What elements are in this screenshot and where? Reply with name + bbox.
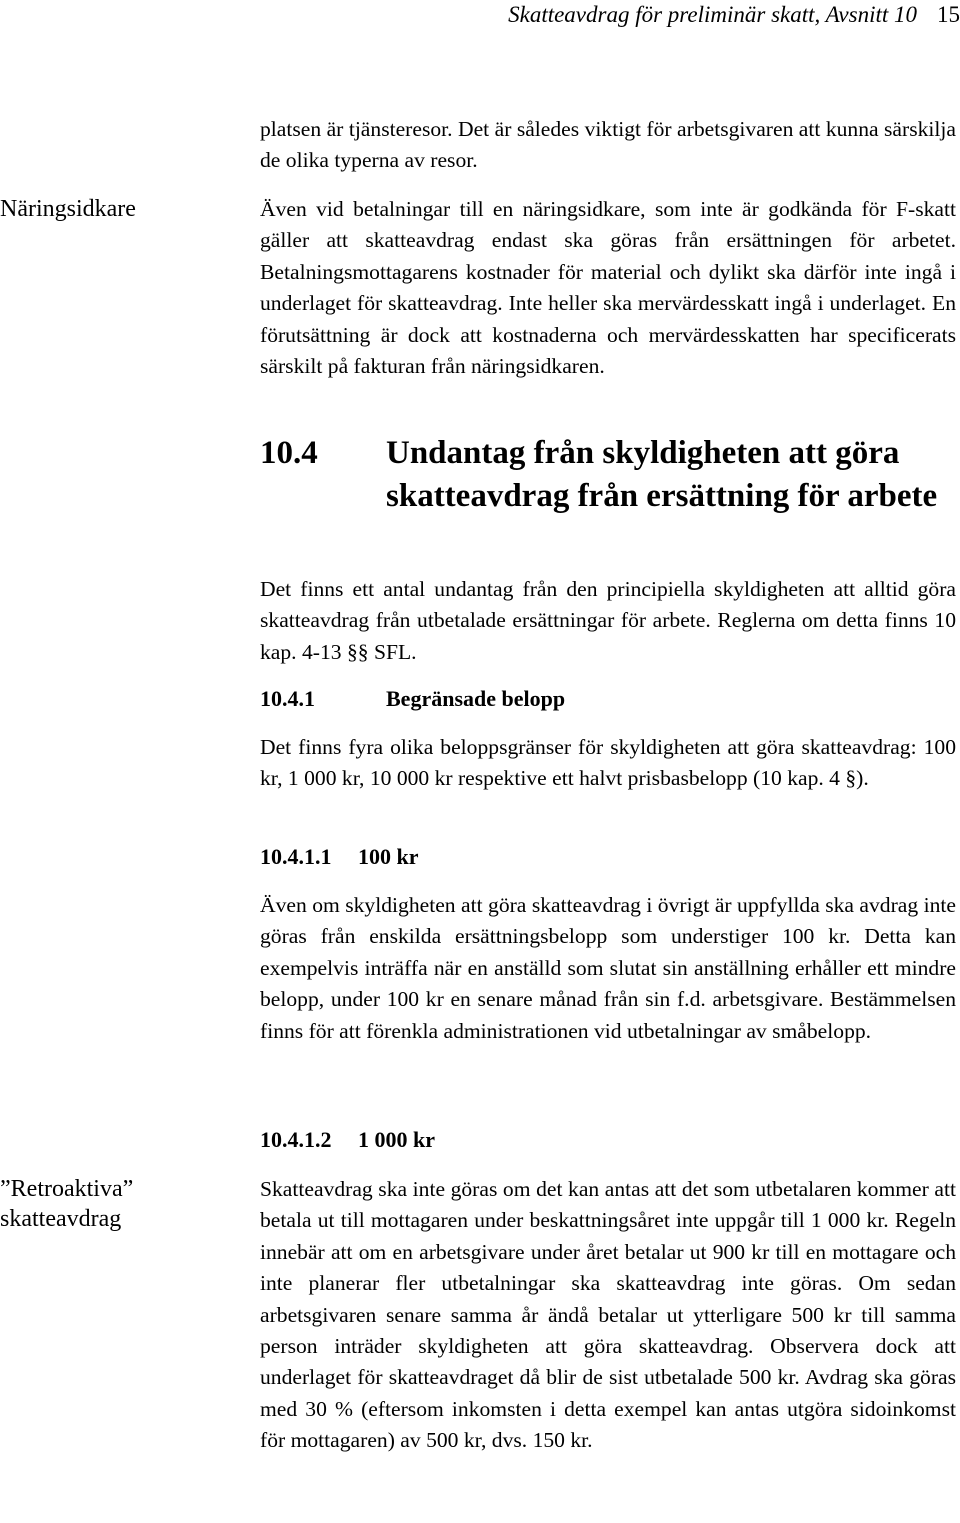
paragraph-naringsidkare: Även vid betalningar till en näringsidkare, som inte är godkända för F-skatt gäller att skatteavdrag endast ska göras från ersättningen för arbetet. Betalningsmottagarens kostnader för material och dylikt ska därför inte ingå i underlaget för skatteavdrag. Inte heller ska mervärdesskatt ingå i underlaget. En förutsättning är dock att kostnaderna och mervärdesskatten har specificerats särskilt på fakturan från näringsidkaren.: [260, 197, 956, 379]
heading-title: 100 kr: [358, 844, 419, 869]
running-header: [0, 0, 960, 30]
heading-title: Undantag från skyldigheten att göra skatteavdrag från ersättning för arbete: [386, 435, 938, 514]
margin-label-naringsidkare: Näringsidkare: [0, 196, 136, 222]
margin-label-retroaktiva: ”Retroaktiva” skatteavdrag: [0, 1176, 134, 1232]
heading-title: Begränsade belopp: [386, 686, 566, 711]
section-label: Avsnitt 10: [825, 2, 917, 27]
paragraph-1000-kr: Skatteavdrag ska inte göras om det kan antas att det som utbetalaren kommer att betala ut till mottagaren under beskattningsåret inte uppgår till 1 000 kr. Regeln innebär att om en arbetsgivare under året betalar ut 900 kr till en mottagare och inte planerar fler utbetalningar ska skatteavdrag inte göras. Om sedan arbetsgivaren senare samma år ändå betalar ut ytterligare 500 kr till samma person inträder skyldigheten att göra skatteavdrag. Observera dock att underlaget för skatteavdraget då blir de sist utbetalade 500 kr. Avdrag ska göras med 30 % (eftersom inkomsten i detta exempel kan antas utgöra sidoinkomst för mottagaren) av 500 kr, dvs. 150 kr.: [260, 1177, 956, 1453]
running-title: Skatteavdrag för preliminär skatt,: [508, 2, 826, 27]
heading-number: 10.4.1.2: [260, 1127, 332, 1152]
heading-number: 10.4.1: [260, 686, 315, 711]
paragraph-beloppsgranser: Det finns fyra olika beloppsgränser för skyldigheten att göra skatteavdrag: 100 kr, 1 000 kr, 10 000 kr respektive ett halvt prisbasbelopp (10 kap. 4 §).: [260, 735, 956, 791]
heading-number: 10.4.1.1: [260, 844, 332, 869]
paragraph-resor: platsen är tjänsteresor. Det är således viktigt för arbetsgivaren att kunna särskilja de olika typerna av resor.: [260, 117, 956, 173]
heading-number: 10.4: [260, 435, 318, 471]
heading-title: 1 000 kr: [358, 1127, 435, 1152]
paragraph-100-kr: Även om skyldigheten att göra skatteavdrag i övrigt är uppfyllda ska avdrag inte göras från enskilda ersättningsbelopp som understiger 100 kr. Detta kan exempelvis inträffa när en anställd som slutat sin anställning erhåller ett mindre belopp, under 100 kr en senare månad från sin f.d. arbetsgivare. Bestämmelsen finns för att förenkla administrationen vid utbetalningar av småbelopp.: [260, 893, 956, 1043]
page-number: 15: [937, 2, 960, 27]
paragraph-undantag: Det finns ett antal undantag från den principiella skyldigheten att alltid göra skatteavdrag från utbetalade ersättningar för arbete. Reglerna om detta finns 10 kap. 4-13 §§ SFL.: [260, 577, 956, 664]
